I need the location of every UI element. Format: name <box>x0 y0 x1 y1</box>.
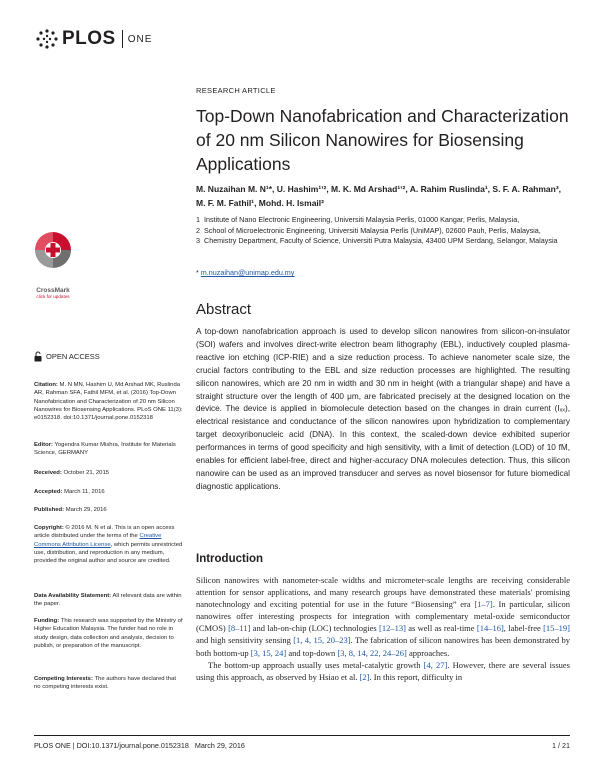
introduction-heading: Introduction <box>196 553 264 565</box>
plos-dots-icon <box>34 28 60 50</box>
article-title: Top-Down Nanofabrication and Characterization of 20 nm Silicon Nanowires for Biosensing Applications <box>196 106 569 174</box>
open-access-label: OPEN ACCESS <box>34 351 100 362</box>
intro-text-run: , label-free <box>503 623 544 634</box>
abstract-heading: Abstract <box>196 301 252 318</box>
intro-text-run: Silicon nanowires with nanometer-scale widths and micrometer-scale lengths are receiving considerable attention for sensor applications, and many research groups have demonstrated these materials' promising nanotechnology and exciting potential for use in the future “Biosensing” era <box>196 575 570 610</box>
crossmark-label: CrossMark <box>36 287 70 294</box>
published-block: Published: March 29, 2016 <box>34 507 107 513</box>
intro-text-run: The bottom-up approach usually uses metal-catalytic growth <box>208 659 424 670</box>
journal-logo[interactable] <box>34 28 152 50</box>
crossmark-icon <box>30 230 76 280</box>
copyright-block: Copyright: © 2016 M. N et al. This is an open access article distributed under the terms of the Creative Commons Attribution License, which permits unrestricted use, distribution, and reproduction in any medium, provided the original author and source are credited. <box>34 525 183 565</box>
citation-ref-link[interactable]: [8–11] <box>228 623 251 634</box>
affiliation-item: 1 Institute of Nano Electronic Engineering, Universiti Malaysia Perlis, 01000 Kangar, Perlis, Malaysia, <box>196 215 520 224</box>
citation-ref-link[interactable]: [1–7] <box>474 599 493 610</box>
intro-text-run: . In particular, silicon nanowires offer interesting prospects for integration with complementary metal-oxide semiconductor (CMOS) <box>196 599 570 634</box>
funding-block: Funding: This research was supported by the Ministry of Higher Education Malaysia. The funder had no role in study design, data collection and analysis, decision to publish, or preparation of the manuscript. <box>34 618 183 649</box>
author-list: M. Nuzaihan M. N¹*, U. Hashim¹ʼ², M. K. Md Arshad¹ʼ², A. Rahim Ruslinda¹, S. F. A. Rahman³, M. F. M. Fathil¹, Mohd. H. Ismail² <box>196 184 562 208</box>
corresponding-author <box>196 268 570 277</box>
affiliation-item: 2 School of Microelectronic Engineering, Universiti Malaysia Perlis (UniMAP), 02600 Pauh, Perlis, Malaysia, <box>196 225 541 235</box>
citation-ref-link[interactable]: [3, 8, 14, 22, 24–26] <box>337 647 407 658</box>
corresponding-email-link[interactable]: m.nuzaihan@unimap.edu.my <box>200 268 295 277</box>
citation-ref-link[interactable]: [3, 15, 24] <box>250 647 287 658</box>
citation-ref-link[interactable]: [4, 27] <box>423 659 448 670</box>
footer-rule <box>34 735 570 736</box>
crossmark-sub: click for updates <box>36 294 70 299</box>
footer-citation: PLOS ONE | DOI:10.1371/journal.pone.0152318 March 29, 2016 <box>34 741 245 750</box>
citation-ref-link[interactable]: [1, 4, 15, 20–23] <box>293 635 351 646</box>
intro-text-run: . The fabrication of silicon nanowires has been demonstrated by both bottom-up <box>196 635 570 658</box>
logo-text: PLOS <box>62 28 116 49</box>
intro-paragraph <box>196 659 570 683</box>
article-type: RESEARCH ARTICLE <box>196 86 276 95</box>
asterisk: * <box>196 268 201 277</box>
citation-ref-link[interactable]: [12–13] <box>378 623 406 634</box>
citation-ref-link[interactable]: [14–16] <box>476 623 504 634</box>
accepted-block: Accepted: March 11, 2016 <box>34 489 105 495</box>
citation-block: Citation: M. N MN, Hashim U, Md Arshad MK, Ruslinda AR, Rahman SFA, Fathil MFM, et al. (2016) Top-Down Nanofabrication and Characterization of 20 nm Silicon Nanowires for Biosensing Applications. PLoS ONE 11(3): e0152318. doi:10.1371/journal.pone.0152318 <box>34 382 183 422</box>
intro-text-run: and high sensitivity sensing <box>196 635 294 646</box>
intro-text-run: . In this report, difficulty in <box>369 671 463 682</box>
intro-text-run: as well as real-time <box>405 623 477 634</box>
citation-ref-link[interactable]: [2] <box>359 671 370 682</box>
intro-text-run: approaches. <box>406 647 450 658</box>
crossmark-badge[interactable] <box>30 230 76 299</box>
open-lock-icon <box>34 351 42 362</box>
logo-separator <box>122 30 123 48</box>
introduction-text <box>196 574 570 683</box>
received-block: Received: October 21, 2015 <box>34 470 110 476</box>
affiliation-item: 3 Chemistry Department, Faculty of Science, Universiti Putra Malaysia, 43400 UPM Serdang, Selangor, Malaysia <box>196 236 558 245</box>
intro-paragraph <box>196 574 570 659</box>
license-link[interactable]: Creative Commons Attribution License <box>34 533 162 548</box>
editor-block: Editor: Yogendra Kumar Mishra, Institute for Materials Science, GERMANY <box>34 442 176 457</box>
intro-text-run: and top-down <box>286 647 338 658</box>
citation-ref-link[interactable]: [15–19] <box>543 623 570 634</box>
competing-interests-block: Competing Interests: The authors have declared that no competing interests exist. <box>34 676 176 691</box>
data-availability-block: Data Availability Statement: All relevant data are within the paper. <box>34 593 182 608</box>
affiliations <box>196 215 570 247</box>
abstract-text: A top-down nanofabrication approach is used to develop silicon nanowires from silicon-on-insulator (SOI) wafers and involves direct-write electron beam lithography (EBL), inductively coupled plasma-reactive ion etching (ICP-RIE) and a size reduction process. To achieve nanometer scale size, the crucial factors contributing to the EBL and size reduction processes are highlighted. The resulting silicon nanowires, which are 20 nm in width and 30 nm in height (with a triangular shape) and have a straight structure over the length of 400 μm, are fabricated precisely at the designed location on the device. The device is applied in biomolecule detection based on the changes in drain current (Iₓₓ), electrical resistance and conductance of the silicon nanowires upon hybridization to complementary target deoxyribonucleic acid (DNA). In this context, the scaled-down device exhibited superior performances in terms of good specificity and high sensitivity, with a limit of detection (LOD) of 10 fM, enables for efficient label-free, direct and higher-accuracy DNA molecules detection. Thus, this silicon nanowire can be used as an improved transducer and serves as novel biosensor for future biomedical diagnostic applications. <box>196 327 570 491</box>
logo-subtitle: ONE <box>127 33 153 45</box>
intro-text-run: and lab-on-chip (LOC) technologies <box>250 623 379 634</box>
intro-text-run: . However, there are several issues using this approach, as observed by Hsiao et al. <box>196 659 570 682</box>
page-number: 1 / 21 <box>552 741 570 750</box>
